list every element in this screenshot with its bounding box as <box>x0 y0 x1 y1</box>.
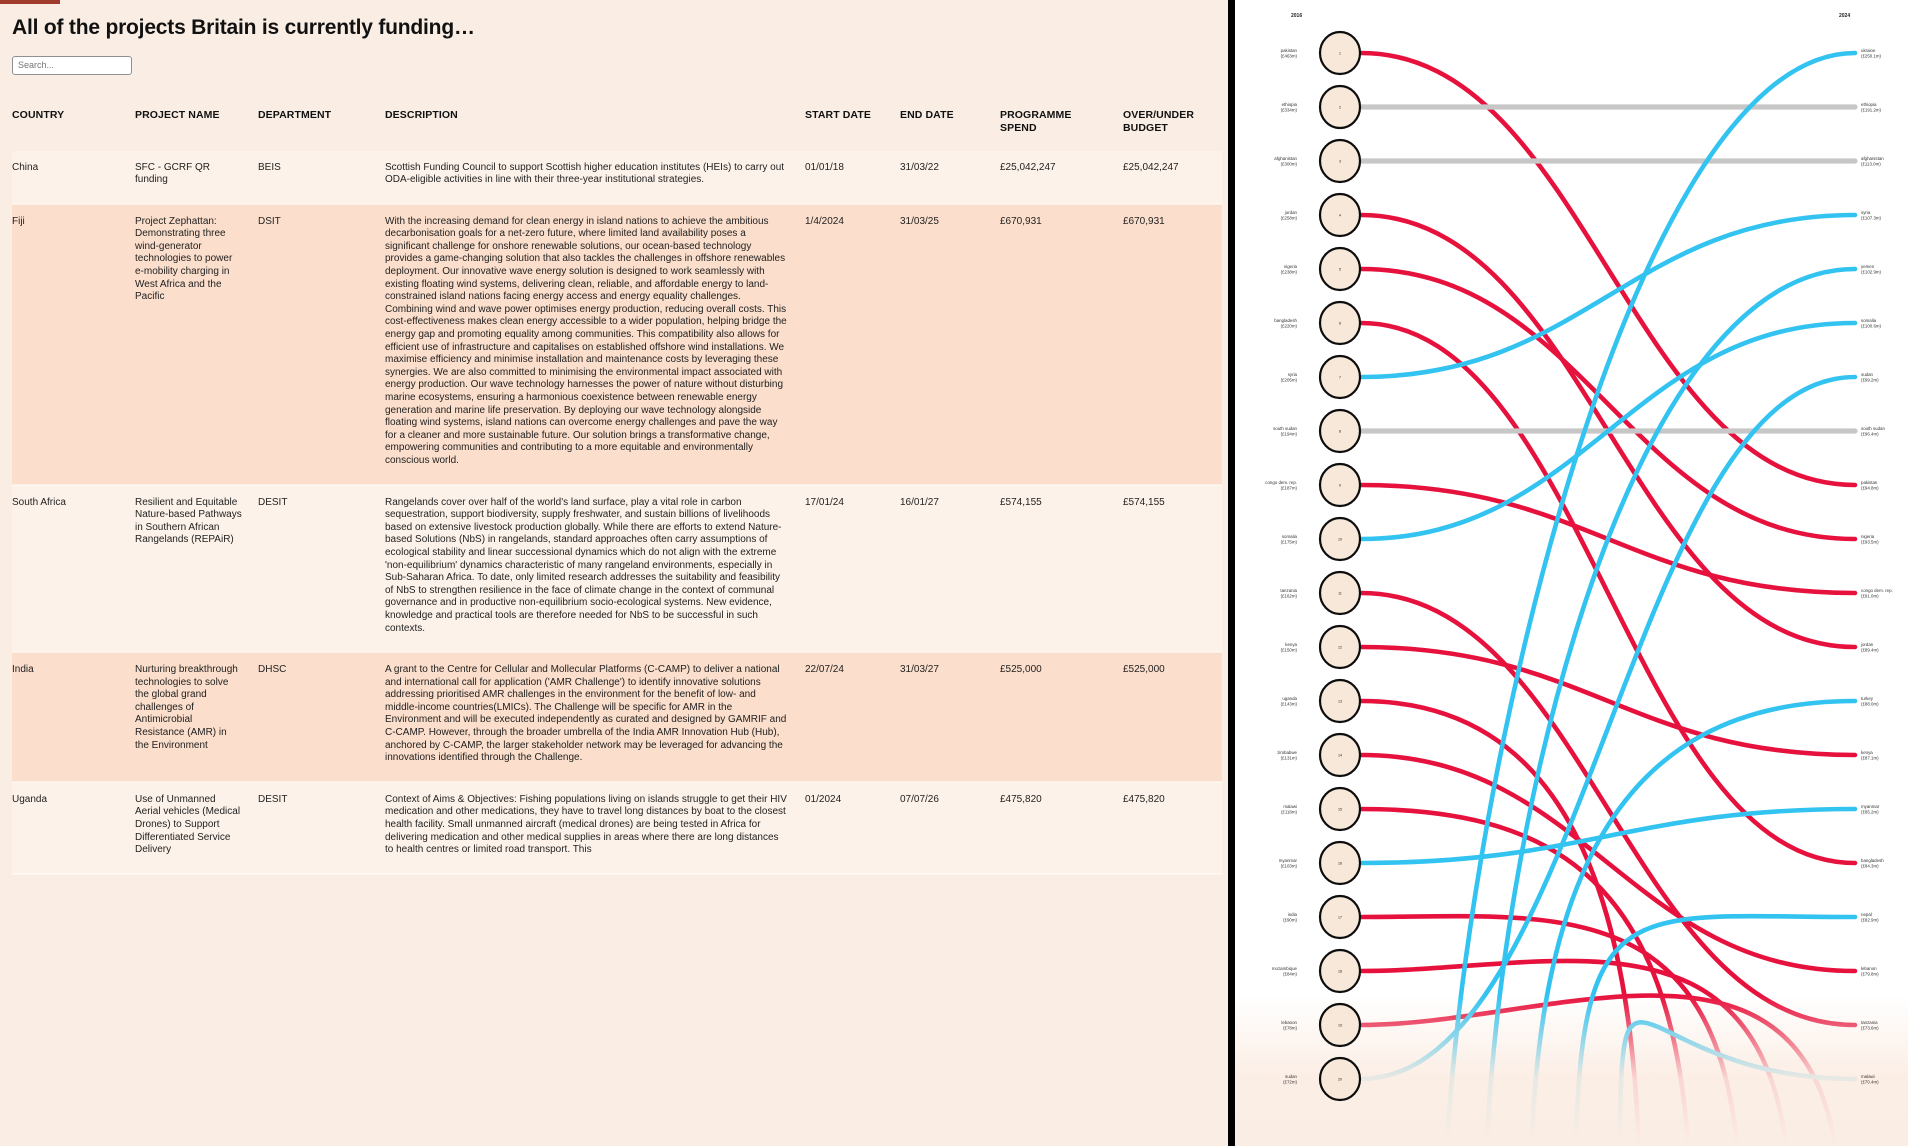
cell-description: Context of Aims & Objectives: Fishing populations living on islands struggle to get their HIV medication and other medications, they have to travel long distances by boat to the closest health facility. Small unmanned aircraft (medical drones) are being tested in Africa for delivering medication and other medical supplies in areas where there are long distances to health centres or limited road transport. This <box>385 793 787 856</box>
link-curve-down <box>1361 647 1855 755</box>
cell-department: DSIT <box>258 215 281 227</box>
node-rank: 10 <box>1338 537 1342 542</box>
cell-project-name: Use of Unmanned Aerial vehicles (Medical Drones) to Support Differentiated Service Delivery <box>135 793 241 856</box>
node-rank: 16 <box>1338 861 1342 866</box>
right-node-label: somalia (£100.6m) <box>1861 318 1882 329</box>
left-node-label: uganda (£143m) <box>1280 696 1297 707</box>
node-rank: 19 <box>1338 1023 1342 1028</box>
year-label-left: 2016 <box>1291 13 1303 19</box>
bump-chart <box>1235 0 1908 1146</box>
cell-start-date: 17/01/24 <box>805 496 844 508</box>
node-rank: 18 <box>1338 969 1342 974</box>
column-header-description: DESCRIPTION <box>385 108 458 121</box>
left-node-label: bangladesh (£220m) <box>1274 318 1297 329</box>
right-node-label: congo dem. rep. (£91.0m) <box>1861 588 1893 599</box>
column-header-over-under-budget: OVER/UNDER BUDGET <box>1123 108 1195 134</box>
cell-over-under-budget: £670,931 <box>1123 215 1165 227</box>
right-node-label: nepal (£82.9m) <box>1861 912 1879 923</box>
cell-project-name: SFC - GCRF QR funding <box>135 161 210 186</box>
node-rank: 15 <box>1338 807 1342 812</box>
cell-country: Fiji <box>12 215 25 227</box>
right-node-label: nigeria (£93.5m) <box>1861 534 1879 545</box>
column-header-programme-spend: PROGRAMME SPEND <box>1000 108 1072 134</box>
left-node-label: syria (£205m) <box>1280 372 1297 383</box>
node-rank: 7 <box>1339 375 1341 380</box>
node-rank: 1 <box>1339 51 1341 56</box>
cell-programme-spend: £574,155 <box>1000 496 1042 508</box>
left-node-label: south sudan (£194m) <box>1273 426 1297 437</box>
cell-country: South Africa <box>12 496 66 508</box>
search-bar <box>12 55 1228 75</box>
cell-start-date: 01/01/18 <box>805 161 844 173</box>
column-header-country: COUNTRY <box>12 108 65 121</box>
right-node-label: lebanon (£79.8m) <box>1861 966 1879 977</box>
cell-programme-spend: £525,000 <box>1000 664 1042 676</box>
node-rank: 3 <box>1339 159 1341 164</box>
left-node-label: congo dem. rep. (£187m) <box>1265 480 1297 491</box>
right-node-label: yemen (£102.9m) <box>1861 264 1882 275</box>
right-node-label: pakistan (£94.8m) <box>1861 480 1879 491</box>
left-node-label: malawi (£118m) <box>1280 804 1297 815</box>
cell-end-date: 31/03/27 <box>900 664 939 676</box>
cell-end-date: 16/01/27 <box>900 496 939 508</box>
left-node-label: pakistan (£463m) <box>1280 48 1297 59</box>
right-node-label: sudan (£99.2m) <box>1861 372 1879 383</box>
cell-over-under-budget: £25,042,247 <box>1123 161 1179 173</box>
projects-table <box>12 101 1222 875</box>
right-node-label: tanzania (£73.6m) <box>1861 1020 1879 1031</box>
right-node-label: malawi (£70.4m) <box>1861 1074 1879 1085</box>
cell-project-name: Nurturing breakthrough technologies to solve the global grand challenges of Antimicrobial Resistance (AMR) in the Environment <box>135 664 238 751</box>
right-node-label: kenya (£87.1m) <box>1861 750 1879 761</box>
link-curve-down <box>1361 53 1855 485</box>
cell-department: DHSC <box>258 664 287 676</box>
node-rank: 14 <box>1338 753 1342 758</box>
cell-description: Rangelands cover over half of the world's land surface, play a vital role in carbon sequestration, support biodiversity, supply freshwater, and sustain billions of livelihoods based on extensive livestock production globally. While there are efforts to extend Nature-based Solutions (NbS) in rangelands, standard approaches often carry assumptions of ecological stability and linear successional dynamics which do not align with the extreme 'non-equilibrium' dynamics characteristic of many rangeland environments, especially in Sub-Saharan Africa. To date, only limited research addresses the suitability and feasibility of NbS to strengthen resilience in the face of climate change in the context of communal governance and in productive non-equilibrium socio-ecological systems. New evidence, knowledge and practical tools are therefore needed for NbS to be successful in such contexts. <box>385 496 782 634</box>
column-header-start-date: START DATE <box>805 108 871 121</box>
cell-description: Scottish Funding Council to support Scottish higher education institutes (HEIs) to carry out ODA-eligible activities in line with their three-year institutional strategies. <box>385 161 785 186</box>
table-header <box>12 101 1222 151</box>
left-node-label: jordan (£258m) <box>1280 210 1297 221</box>
node-rank: 4 <box>1339 213 1341 218</box>
right-node-label: turkey (£88.0m) <box>1861 696 1879 707</box>
cell-start-date: 01/2024 <box>805 793 842 805</box>
left-node-label: ethiopia (£334m) <box>1280 102 1297 113</box>
year-label-right: 2024 <box>1839 13 1851 19</box>
link-curve-up <box>1361 215 1855 377</box>
right-node-label: ukraine (£250.1m) <box>1861 48 1882 59</box>
cell-project-name: Project Zephattan: Demonstrating three wind-generator technologies to power e-mobility charging in West Africa and the Pacific <box>135 215 233 303</box>
cell-over-under-budget: £525,000 <box>1123 664 1165 676</box>
cell-country: Uganda <box>12 793 48 805</box>
cell-description: With the increasing demand for clean energy in island nations to achieve the ambitious decarbonisation goals for a net-zero future, where limited land availability poses a significant challenge for onshore renewable solutions, our ocean-based technology provides a game-changing solution that also tackles the challenges in offshore renewables deployment. Our innovative wave energy solution is designed to work seamlessly with existing floating wind systems, delivering clean, reliable, and affordable energy to land-constrained island nations facing energy access and energy equality challenges. Combining wind and wave power optimises energy production, reducing overall costs. This cost-effectiveness makes clean energy accessible to a wider population, helping bridge the energy gap and promoting equality among communities. This compatibility also allows for efficient use of infrastructure and capitalises on established offshore wind installations. We maximise efficiency and minimise installation and maintenance costs by leveraging these synergies. We are also committed to minimising the environmental impact associated with energy production. Our wave technology harnesses the power of nature without disturbing marine ecosystems, ensuring a harmonious coexistence between renewable energy generation and marine life preservation. By deploying our wave technology alongside floating wind systems, island nations can overcome energy challenges and pave the way for a cleaner and more sustainable future. Our solution brings a transformative change, empowering communities and contributing to a more equitable and environmentally conscious world. <box>385 215 787 466</box>
right-node-label: jordan (£89.4m) <box>1861 642 1879 653</box>
cell-over-under-budget: £574,155 <box>1123 496 1165 508</box>
cell-start-date: 1/4/2024 <box>805 215 844 227</box>
cell-end-date: 07/07/26 <box>900 793 939 805</box>
cell-over-under-budget: £475,820 <box>1123 793 1165 805</box>
left-node-label: nigeria (£238m) <box>1280 264 1297 275</box>
node-rank: 5 <box>1339 267 1341 272</box>
link-curve-up <box>1445 53 1855 1146</box>
link-curve-up <box>1361 809 1855 863</box>
table-row <box>12 485 1222 653</box>
bump-chart-panel <box>1235 0 1908 1146</box>
column-header-project-name: PROJECT NAME <box>135 108 220 121</box>
cell-programme-spend: £670,931 <box>1000 215 1042 227</box>
cell-programme-spend: £475,820 <box>1000 793 1042 805</box>
table-row <box>12 652 1222 782</box>
left-node-label: afghanistan (£300m) <box>1274 156 1297 167</box>
node-rank: 11 <box>1338 591 1342 596</box>
cell-end-date: 31/03/22 <box>900 161 939 173</box>
left-node-label: tanzania (£162m) <box>1280 588 1297 599</box>
cell-country: India <box>12 664 34 676</box>
right-node-label: myanmar (£85.2m) <box>1861 804 1880 815</box>
cell-start-date: 22/07/24 <box>805 664 844 676</box>
table-row <box>12 151 1222 204</box>
cell-end-date: 31/03/25 <box>900 215 939 227</box>
node-rank: 2 <box>1339 105 1341 110</box>
node-rank: 12 <box>1338 645 1342 650</box>
column-header-department: DEPARTMENT <box>258 108 332 121</box>
right-node-label: afghanistan (£113.0m) <box>1861 156 1884 167</box>
table-row <box>12 782 1222 874</box>
right-node-label: bangladesh (£84.3m) <box>1861 858 1884 869</box>
node-rank: 17 <box>1338 915 1342 920</box>
node-rank: 9 <box>1339 483 1341 488</box>
left-node-label: zimbabwe (£131m) <box>1277 750 1297 761</box>
right-node-label: ethiopia (£191.2m) <box>1861 102 1882 113</box>
left-node-label: lebanon (£78m) <box>1281 1020 1297 1031</box>
left-node-label: kenya (£150m) <box>1280 642 1297 653</box>
right-node-label: syria (£107.3m) <box>1861 210 1882 221</box>
table-row <box>12 204 1222 485</box>
node-rank: 20 <box>1338 1077 1342 1082</box>
node-rank: 8 <box>1339 429 1341 434</box>
cell-department: DESIT <box>258 496 288 508</box>
panel-divider <box>1228 0 1235 1146</box>
link-curve-up <box>1361 377 1855 1079</box>
cell-department: BEIS <box>258 161 281 173</box>
node-rank: 6 <box>1339 321 1341 326</box>
node-rank: 13 <box>1338 699 1342 704</box>
column-header-end-date: END DATE <box>900 108 954 121</box>
cell-description: A grant to the Centre for Cellular and Mollecular Platforms (C-CAMP) to deliver a national and international call for application ('AMR Challenge') to identify innovative solutions addressing prioritised AMR challenges in the environment for the benefit of low- and middle-income countries(LMICs). The Challenge will be specific for AMR in the Environment and will be executed independently as curated and designed by GAMRIF and C-CAMP. However, through the broader umbrella of the India AMR Innovation Hub (Hub), anchored by C-CAMP, the larger stakeholder network may be leveraged for advancing the innovations identified through the Challenge. <box>385 664 787 764</box>
left-node-label: india (£90m) <box>1283 912 1297 923</box>
left-node-label: somalia (£175m) <box>1280 534 1297 545</box>
left-node-label: mozambique (£84m) <box>1271 966 1297 977</box>
cell-programme-spend: £25,042,247 <box>1000 161 1056 173</box>
cell-department: DESIT <box>258 793 288 805</box>
right-node-label: south sudan (£96.4m) <box>1861 426 1885 437</box>
search-input[interactable] <box>12 56 132 75</box>
left-node-label: myanmar (£103m) <box>1278 858 1297 869</box>
cell-project-name: Resilient and Equitable Nature-based Pathways in Southern African Rangelands (REPAiR) <box>135 496 242 546</box>
page-title: All of the projects Britain is currently funding… <box>12 16 475 39</box>
cell-country: China <box>12 161 39 173</box>
accent-strip <box>0 0 60 4</box>
left-node-label: sudan (£72m) <box>1283 1074 1297 1085</box>
